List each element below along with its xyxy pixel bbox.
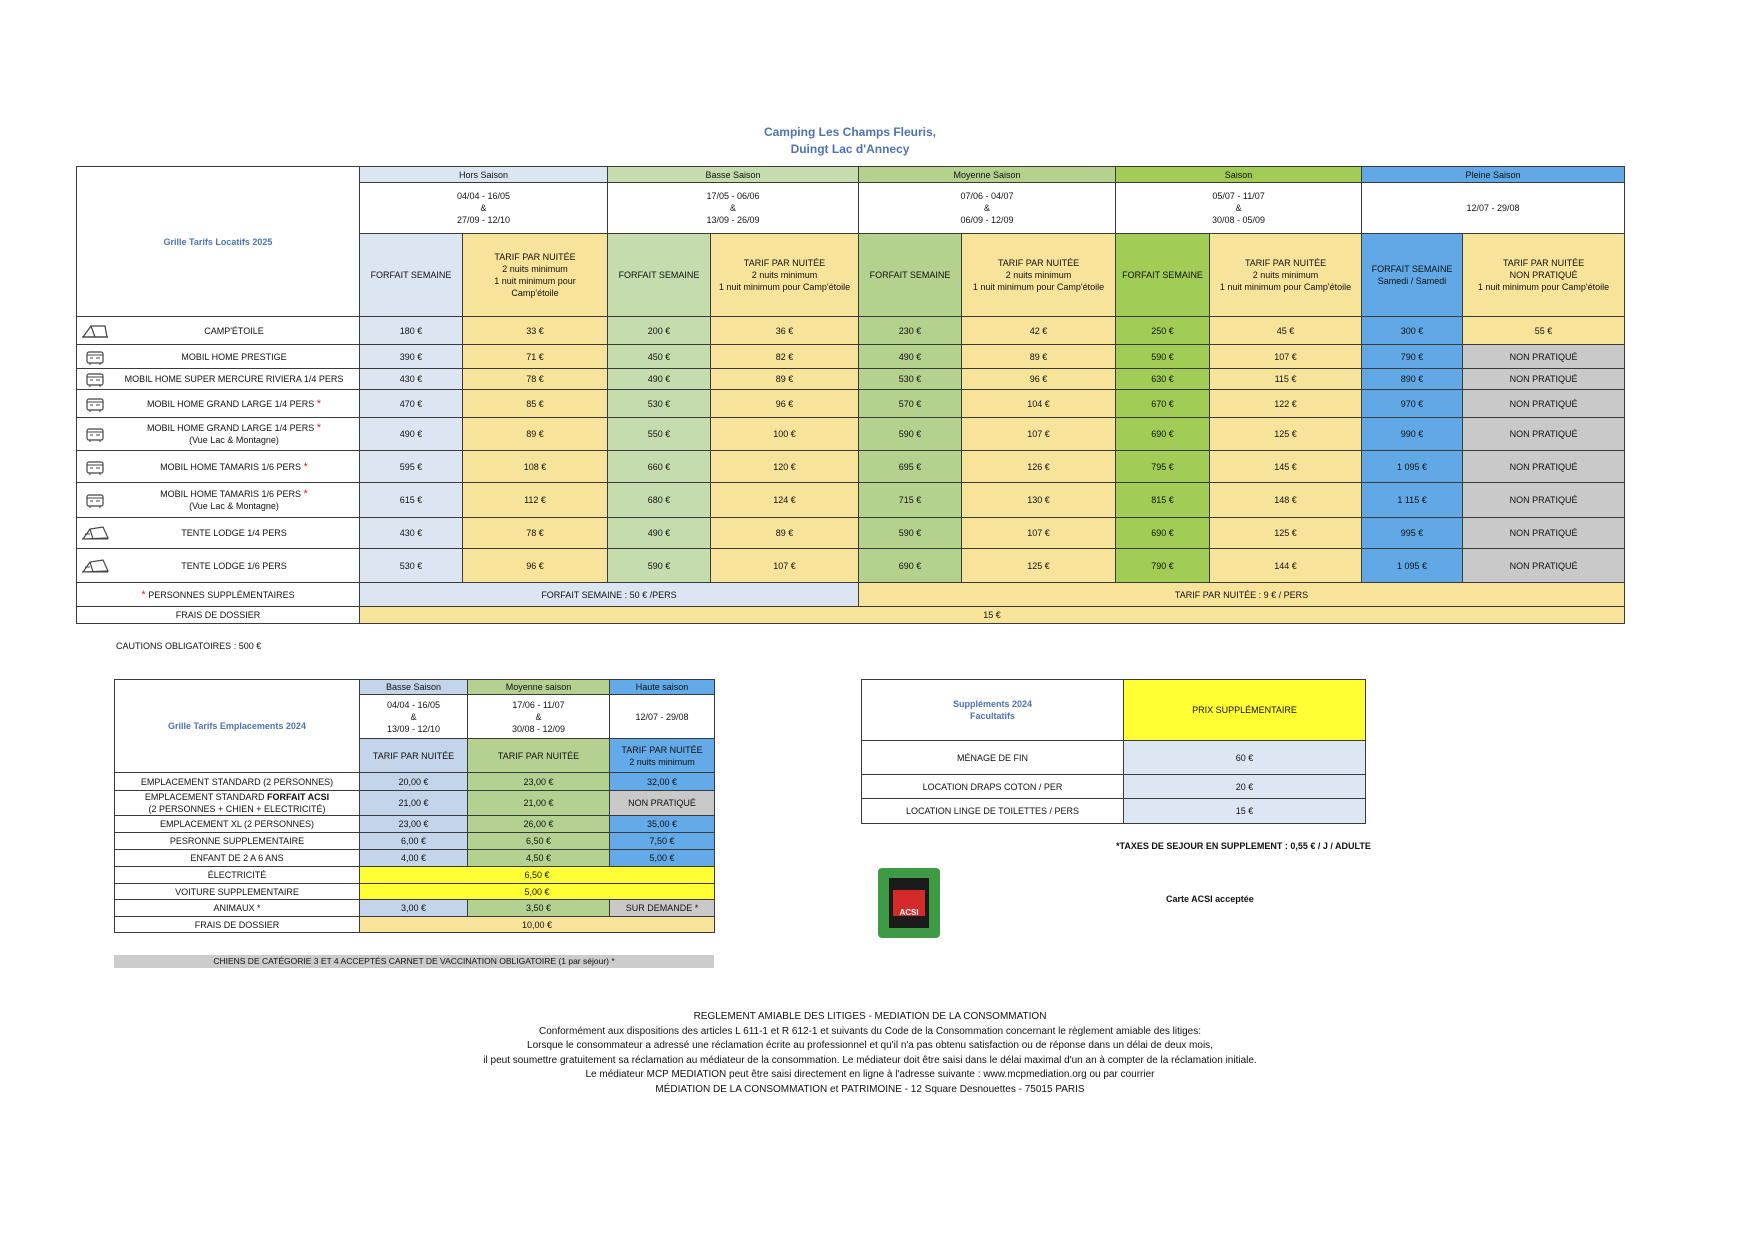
pitch-season-moyenne: Moyenne saison: [468, 680, 610, 695]
forfait-price: 430 €: [360, 518, 463, 549]
forfait-price: 815 €: [1116, 483, 1210, 518]
nuitee-price: 115 €: [1210, 369, 1362, 390]
forfait-price: 250 €: [1116, 317, 1210, 345]
accommodation-name: MOBIL HOME TAMARIS 1/6 PERS *: [77, 451, 360, 483]
cautions-note: CAUTIONS OBLIGATOIRES : 500 €: [116, 641, 262, 651]
page-title: [0, 124, 1700, 158]
supplements-table: [861, 679, 1366, 824]
forfait-price: 550 €: [608, 418, 711, 451]
pitch-price: 20,00 €: [360, 773, 468, 791]
pitch-dates-moyenne: 17/06 - 11/07 & 30/08 - 12/09: [468, 695, 610, 739]
forfait-price: 570 €: [859, 390, 962, 418]
tent-lodge-icon: [81, 558, 109, 574]
forfait-price: 470 €: [360, 390, 463, 418]
pitch-season-haute: Haute saison: [610, 680, 715, 695]
nuitee-price: 126 €: [962, 451, 1116, 483]
forfait-price: 690 €: [1116, 418, 1210, 451]
forfait-price: 230 €: [859, 317, 962, 345]
forfait-price: 450 €: [608, 345, 711, 369]
forfait-price: 595 €: [360, 451, 463, 483]
nuitee-price: 148 €: [1210, 483, 1362, 518]
forfait-price: 590 €: [859, 418, 962, 451]
pitch-price: SUR DEMANDE *: [610, 900, 715, 917]
season-name-basse: Basse Saison: [608, 167, 859, 183]
accommodation-name: MOBIL HOME PRESTIGE: [77, 345, 360, 369]
nuitee-price: NON PRATIQUÉ: [1463, 483, 1625, 518]
pitch-row-label: EMPLACEMENT STANDARD (2 PERSONNES): [115, 773, 360, 791]
nuitee-price: 125 €: [962, 549, 1116, 583]
supplement-label: LOCATION DRAPS COTON / PER: [862, 775, 1124, 799]
pitch-row-label: VOITURE SUPPLEMENTAIRE: [115, 884, 360, 900]
nuitee-price: 104 €: [962, 390, 1116, 418]
mobile-home-icon: [81, 349, 109, 365]
col-header-forfait: FORFAIT SEMAINE: [360, 234, 463, 317]
nuitee-price: 78 €: [463, 369, 608, 390]
accommodation-name: MOBIL HOME SUPER MERCURE RIVIERA 1/4 PERS: [77, 369, 360, 390]
season-name-saison: Saison: [1116, 167, 1362, 183]
nuitee-price: 89 €: [463, 418, 608, 451]
forfait-price: 490 €: [360, 418, 463, 451]
supplement-label: LOCATION LINGE DE TOILETTES / PERS: [862, 799, 1124, 824]
supplements-header: PRIX SUPPLÉMENTAIRE: [1124, 680, 1366, 741]
col-header-nuitee: TARIF PAR NUITÉE 2 nuits minimum 1 nuit minimum pour Camp'étoile: [711, 234, 859, 317]
asterisk: *: [141, 588, 146, 601]
nuitee-price: 145 €: [1210, 451, 1362, 483]
asterisk: *: [303, 488, 308, 500]
pitch-grid-title: Grille Tarifs Emplacements 2024: [168, 721, 306, 731]
nuitee-price: 96 €: [711, 390, 859, 418]
nuitee-price: 122 €: [1210, 390, 1362, 418]
pitch-price: 26,00 €: [468, 816, 610, 833]
accommodation-name: MOBIL HOME GRAND LARGE 1/4 PERS *: [77, 390, 360, 418]
col-header-nuitee: TARIF PAR NUITÉE 2 nuits minimum 1 nuit minimum pour Camp'étoile: [1210, 234, 1362, 317]
pitch-price: 6,50 €: [360, 867, 715, 884]
nuitee-price: 36 €: [711, 317, 859, 345]
forfait-price: 660 €: [608, 451, 711, 483]
nuitee-price: NON PRATIQUÉ: [1463, 418, 1625, 451]
season-dates-saison: 05/07 - 11/07 & 30/08 - 05/09: [1116, 183, 1362, 234]
nuitee-price: NON PRATIQUÉ: [1463, 369, 1625, 390]
nuitee-price: 89 €: [962, 345, 1116, 369]
col-header-forfait: FORFAIT SEMAINE: [1116, 234, 1210, 317]
nuitee-price: 82 €: [711, 345, 859, 369]
rental-dossier-label: FRAIS DE DOSSIER: [77, 607, 360, 624]
pitch-dates-basse: 04/04 - 16/05 & 13/09 - 12/10: [360, 695, 468, 739]
season-name-pleine: Pleine Saison: [1362, 167, 1625, 183]
forfait-price: 1 115 €: [1362, 483, 1463, 518]
nuitee-price: 96 €: [962, 369, 1116, 390]
season-dates-pleine: 12/07 - 29/08: [1362, 183, 1625, 234]
accommodation-name: MOBIL HOME GRAND LARGE 1/4 PERS * (Vue Lac & Montagne): [77, 418, 360, 451]
rental-row: [77, 390, 1625, 418]
forfait-price: 715 €: [859, 483, 962, 518]
forfait-price: 690 €: [859, 549, 962, 583]
season-name-moyenne: Moyenne Saison: [859, 167, 1116, 183]
forfait-price: 790 €: [1362, 345, 1463, 369]
pitch-row-label: EMPLACEMENT XL (2 PERSONNES): [115, 816, 360, 833]
pitch-row-label: ANIMAUX *: [115, 900, 360, 917]
forfait-price: 530 €: [859, 369, 962, 390]
extra-persons-label: * PERSONNES SUPPLÉMENTAIRES: [77, 583, 360, 607]
forfait-price: 790 €: [1116, 549, 1210, 583]
pitch-price: 5,00 €: [360, 884, 715, 900]
nuitee-price: 125 €: [1210, 418, 1362, 451]
forfait-price: 490 €: [608, 518, 711, 549]
pitch-price: 32,00 €: [610, 773, 715, 791]
nuitee-price: 124 €: [711, 483, 859, 518]
pitch-header-basse: TARIF PAR NUITÉE: [360, 739, 468, 773]
forfait-price: 200 €: [608, 317, 711, 345]
nuitee-price: 125 €: [1210, 518, 1362, 549]
pitch-header-haute: TARIF PAR NUITÉE 2 nuits minimum: [610, 739, 715, 773]
nuitee-price: 112 €: [463, 483, 608, 518]
forfait-price: 180 €: [360, 317, 463, 345]
rental-row: [77, 418, 1625, 451]
mobile-home-icon: [81, 459, 109, 475]
forfait-price: 390 €: [360, 345, 463, 369]
pitch-price: 7,50 €: [610, 833, 715, 850]
nuitee-price: NON PRATIQUÉ: [1463, 451, 1625, 483]
taxes-note: *TAXES DE SEJOUR EN SUPPLEMENT : 0,55 € / J / ADULTE: [1116, 841, 1371, 851]
rental-row: [77, 345, 1625, 369]
title-line-2: Duingt Lac d'Annecy: [790, 142, 910, 156]
pitch-grid-title-cell: [115, 680, 360, 773]
asterisk: *: [316, 422, 321, 434]
forfait-price: 490 €: [859, 345, 962, 369]
accommodation-name: TENTE LODGE 1/4 PERS: [77, 518, 360, 549]
pitch-row-label: ÉLECTRICITÉ: [115, 867, 360, 884]
acsi-accepted-text: Carte ACSI acceptée: [1166, 894, 1254, 904]
forfait-price: 990 €: [1362, 418, 1463, 451]
title-line-1: Camping Les Champs Fleuris,: [763, 125, 937, 139]
forfait-price: 590 €: [859, 518, 962, 549]
rental-row: [77, 451, 1625, 483]
accommodation-name: CAMP'ÉTOILE: [77, 317, 360, 345]
nuitee-price: 96 €: [463, 549, 608, 583]
mobile-home-icon: [81, 492, 109, 508]
forfait-price: 795 €: [1116, 451, 1210, 483]
pitch-price: 23,00 €: [468, 773, 610, 791]
asterisk: *: [316, 397, 321, 410]
supplement-price: 15 €: [1124, 799, 1366, 824]
accommodation-name: TENTE LODGE 1/6 PERS: [77, 549, 360, 583]
rental-row: [77, 518, 1625, 549]
pitch-row-label: FRAIS DE DOSSIER: [115, 917, 360, 933]
forfait-price: 490 €: [608, 369, 711, 390]
forfait-price: 680 €: [608, 483, 711, 518]
nuitee-price: 89 €: [711, 369, 859, 390]
season-dates-moyenne: 07/06 - 04/07 & 06/09 - 12/09: [859, 183, 1116, 234]
rental-price-table: [76, 166, 1625, 624]
nuitee-price: 45 €: [1210, 317, 1362, 345]
pitch-season-basse: Basse Saison: [360, 680, 468, 695]
nuitee-price: 108 €: [463, 451, 608, 483]
pitch-price: 3,50 €: [468, 900, 610, 917]
rental-grid-title-cell: [77, 167, 360, 317]
forfait-price: 430 €: [360, 369, 463, 390]
season-name-hors: Hors Saison: [360, 167, 608, 183]
nuitee-price: 130 €: [962, 483, 1116, 518]
forfait-price: 590 €: [608, 549, 711, 583]
supplement-price: 60 €: [1124, 741, 1366, 775]
season-dates-basse: 17/05 - 06/06 & 13/09 - 26/09: [608, 183, 859, 234]
pitch-header-moyenne: TARIF PAR NUITÉE: [468, 739, 610, 773]
nuitee-price: NON PRATIQUÉ: [1463, 549, 1625, 583]
forfait-price: 1 095 €: [1362, 451, 1463, 483]
col-header-forfait: FORFAIT SEMAINE Samedi / Samedi: [1362, 234, 1463, 317]
nuitee-price: 107 €: [711, 549, 859, 583]
pitch-price: 6,00 €: [360, 833, 468, 850]
pitch-row-label-acsi: EMPLACEMENT STANDARD FORFAIT ACSI (2 PERSONNES + CHIEN + ELECTRICITÉ): [115, 791, 360, 816]
col-header-nuitee: TARIF PAR NUITÉE NON PRATIQUÉ 1 nuit minimum pour Camp'étoile: [1463, 234, 1625, 317]
pitch-row-label: PESRONNE SUPPLEMENTAIRE: [115, 833, 360, 850]
dogs-note: CHIENS DE CATÉGORIE 3 ET 4 ACCEPTÉS CARNET DE VACCINATION OBLIGATOIRE (1 par séjour) *: [114, 955, 714, 968]
nuitee-price: 71 €: [463, 345, 608, 369]
accommodation-name: MOBIL HOME TAMARIS 1/6 PERS * (Vue Lac & Montagne): [77, 483, 360, 518]
nuitee-price: NON PRATIQUÉ: [1463, 518, 1625, 549]
nuitee-price: 33 €: [463, 317, 608, 345]
mediation-notice: REGLEMENT AMIABLE DES LITIGES - MEDIATION DE LA CONSOMMATION Conformément aux dispositions des articles L 611-1 et R 612-1 et suivants du Code de la Consommation concernant le règlement amiable des litiges: Lorsque le consommateur a adressé une réclamation écrite au professionnel et qu'il n'a pas obtenu satisfaction ou de réponse dans un délai de deux mois, il peut soumettre gratuitement sa réclamation au médiateur de la consommation. Le médiateur doit être saisi dans le délai maximal d'un an à compter de la réclamation initiale. Le médiateur MCP MEDIATION peut être saisi directement en ligne à l'adresse suivante : www.mcpmediation.org ou par courrier MÉDIATION DE LA CONSOMMATION et PATRIMOINE - 12 Square Desnouettes - 75015 PARIS: [483, 1011, 1257, 1095]
tent-lodge-icon: [81, 525, 109, 541]
rental-dossier-value: 15 €: [360, 607, 1625, 624]
col-header-nuitee: TARIF PAR NUITÉE 2 nuits minimum 1 nuit minimum pour Camp'étoile: [962, 234, 1116, 317]
forfait-price: 890 €: [1362, 369, 1463, 390]
nuitee-price: NON PRATIQUÉ: [1463, 345, 1625, 369]
supplements-title-cell: Suppléments 2024 Facultatifs: [862, 680, 1124, 741]
forfait-price: 970 €: [1362, 390, 1463, 418]
supplement-label: MÉNAGE DE FIN: [862, 741, 1124, 775]
forfait-price: 630 €: [1116, 369, 1210, 390]
pitch-price: 5,00 €: [610, 850, 715, 867]
nuitee-price: 144 €: [1210, 549, 1362, 583]
nuitee-price: 107 €: [962, 518, 1116, 549]
nuitee-price: 78 €: [463, 518, 608, 549]
pitch-price: 21,00 €: [360, 791, 468, 816]
col-header-forfait: FORFAIT SEMAINE: [859, 234, 962, 317]
forfait-price: 695 €: [859, 451, 962, 483]
rental-row: [77, 317, 1625, 345]
nuitee-price: NON PRATIQUÉ: [1463, 390, 1625, 418]
forfait-price: 615 €: [360, 483, 463, 518]
forfait-price: 995 €: [1362, 518, 1463, 549]
mobile-home-icon: [81, 371, 109, 387]
nuitee-price: 42 €: [962, 317, 1116, 345]
rental-grid-title: Grille Tarifs Locatifs 2025: [163, 236, 273, 247]
forfait-price: 530 €: [360, 549, 463, 583]
pitch-price: 6,50 €: [468, 833, 610, 850]
acsi-logo: ACSI: [878, 868, 940, 938]
pitch-dates-haute: 12/07 - 29/08: [610, 695, 715, 739]
pitch-price: 23,00 €: [360, 816, 468, 833]
col-header-forfait: FORFAIT SEMAINE: [608, 234, 711, 317]
extra-persons-forfait: FORFAIT SEMAINE : 50 € /PERS: [360, 583, 859, 607]
nuitee-price: 100 €: [711, 418, 859, 451]
pitch-price: 4,50 €: [468, 850, 610, 867]
nuitee-price: 107 €: [962, 418, 1116, 451]
forfait-price: 1 095 €: [1362, 549, 1463, 583]
forfait-price: 690 €: [1116, 518, 1210, 549]
nuitee-price: 89 €: [711, 518, 859, 549]
supplement-price: 20 €: [1124, 775, 1366, 799]
rental-row: [77, 549, 1625, 583]
forfait-price: 300 €: [1362, 317, 1463, 345]
tent-icon: [81, 323, 109, 339]
mobile-home-icon: [81, 396, 109, 412]
nuitee-price: 85 €: [463, 390, 608, 418]
rental-row: [77, 369, 1625, 390]
pitch-price: 10,00 €: [360, 917, 715, 933]
pitch-price: NON PRATIQUÉ: [610, 791, 715, 816]
pitch-row-label: ENFANT DE 2 A 6 ANS: [115, 850, 360, 867]
extra-persons-nuitee: TARIF PAR NUITÉE : 9 € / PERS: [859, 583, 1625, 607]
nuitee-price: 55 €: [1463, 317, 1625, 345]
pitch-price: 3,00 €: [360, 900, 468, 917]
nuitee-price: 107 €: [1210, 345, 1362, 369]
rental-row: [77, 483, 1625, 518]
col-header-nuitee: TARIF PAR NUITÉE 2 nuits minimum 1 nuit minimum pour Camp'étoile: [463, 234, 608, 317]
pitch-price: 4,00 €: [360, 850, 468, 867]
season-dates-hors: 04/04 - 16/05 & 27/09 - 12/10: [360, 183, 608, 234]
forfait-price: 670 €: [1116, 390, 1210, 418]
mobile-home-icon: [81, 426, 109, 442]
forfait-price: 530 €: [608, 390, 711, 418]
pitch-price: 21,00 €: [468, 791, 610, 816]
forfait-price: 590 €: [1116, 345, 1210, 369]
nuitee-price: 120 €: [711, 451, 859, 483]
pitch-price-table: [114, 679, 715, 933]
asterisk: *: [303, 460, 308, 473]
pitch-price: 35,00 €: [610, 816, 715, 833]
